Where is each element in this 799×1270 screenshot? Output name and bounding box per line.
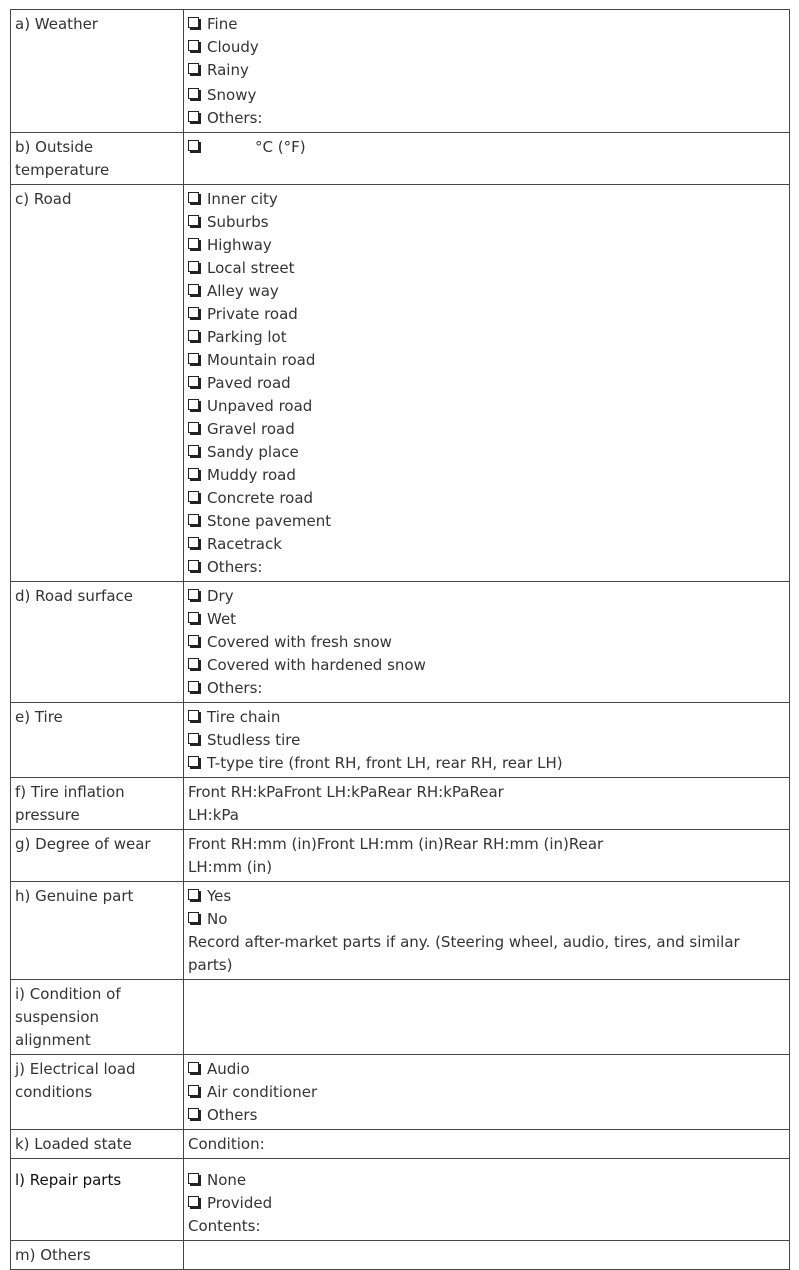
surface-option[interactable]: Others: (188, 677, 785, 700)
checkbox-icon[interactable] (188, 658, 199, 669)
checkbox-icon[interactable] (188, 733, 199, 744)
road-option[interactable]: Suburbs (188, 211, 785, 234)
suspension-alignment-label: i) Condition of suspension alignment (11, 980, 184, 1055)
checkbox-icon[interactable] (188, 756, 199, 767)
tire-pressure-values: Front RH:kPaFront LH:kPaRear RH:kPaRear LH:kPa (184, 778, 790, 830)
repair-parts-label: l) Repair parts (11, 1159, 184, 1241)
checkbox-icon[interactable] (188, 681, 199, 692)
checkbox-icon[interactable] (188, 215, 199, 226)
row-tire (11, 703, 790, 778)
row-road-surface (11, 582, 790, 703)
checkbox-icon[interactable] (188, 1173, 199, 1184)
checkbox-icon[interactable] (188, 912, 199, 923)
road-option[interactable]: Muddy road (188, 464, 785, 487)
road-option[interactable]: Inner city (188, 188, 785, 211)
checkbox-icon[interactable] (188, 307, 199, 318)
road-option[interactable]: Parking lot (188, 326, 785, 349)
checkbox-icon[interactable] (188, 330, 199, 341)
road-option[interactable]: Gravel road (188, 418, 785, 441)
genuine-part-options (184, 882, 790, 980)
road-option[interactable]: Highway (188, 234, 785, 257)
tire-label: e) Tire (11, 703, 184, 778)
row-electrical-load (11, 1055, 790, 1130)
degree-of-wear-label: g) Degree of wear (11, 830, 184, 882)
option-provided[interactable]: Provided (188, 1192, 785, 1215)
checkbox-icon[interactable] (188, 514, 199, 525)
checkbox-icon[interactable] (188, 1196, 199, 1207)
option-rainy[interactable]: Rainy (188, 59, 785, 82)
option-others[interactable]: Others: (188, 107, 785, 130)
checkbox-icon[interactable] (188, 353, 199, 364)
genuine-part-label: h) Genuine part (11, 882, 184, 980)
checkbox-icon[interactable] (188, 491, 199, 502)
row-genuine-part (11, 882, 790, 980)
row-degree-of-wear (11, 830, 790, 882)
repair-parts-options (184, 1159, 790, 1241)
row-loaded-state (11, 1130, 790, 1159)
degree-of-wear-values: Front RH:mm (in)Front LH:mm (in)Rear RH:mm (in)Rear LH:mm (in) (184, 830, 790, 882)
road-option[interactable]: Others: (188, 556, 785, 579)
checkbox-icon[interactable] (188, 1085, 199, 1096)
row-repair-parts (11, 1159, 790, 1241)
row-others (11, 1241, 790, 1270)
road-option[interactable]: Private road (188, 303, 785, 326)
road-option[interactable]: Alley way (188, 280, 785, 303)
road-option[interactable]: Racetrack (188, 533, 785, 556)
outside-temperature-value (184, 133, 790, 185)
row-tire-pressure (11, 778, 790, 830)
checkbox-icon[interactable] (188, 376, 199, 387)
others-label: m) Others (11, 1241, 184, 1270)
checkbox-icon[interactable] (188, 399, 199, 410)
electrical-load-label: j) Electrical load conditions (11, 1055, 184, 1130)
row-road (11, 185, 790, 582)
road-option[interactable]: Sandy place (188, 441, 785, 464)
checkbox-icon[interactable] (188, 635, 199, 646)
road-surface-options (184, 582, 790, 703)
inspection-form-table (10, 9, 790, 1270)
tire-option[interactable]: Studless tire (188, 729, 785, 752)
option-cloudy[interactable]: Cloudy (188, 36, 785, 59)
electrical-load-options (184, 1055, 790, 1130)
repair-contents: Contents: (188, 1217, 261, 1235)
checkbox-icon[interactable] (188, 1108, 199, 1119)
surface-option[interactable]: Covered with hardened snow (188, 654, 785, 677)
checkbox-icon[interactable] (188, 63, 199, 74)
row-outside-temperature (11, 133, 790, 185)
checkbox-icon[interactable] (188, 111, 199, 122)
road-option[interactable]: Local street (188, 257, 785, 280)
checkbox-icon[interactable] (188, 284, 199, 295)
surface-option[interactable]: Covered with fresh snow (188, 631, 785, 654)
road-option[interactable]: Unpaved road (188, 395, 785, 418)
checkbox-icon[interactable] (188, 261, 199, 272)
tire-pressure-label: f) Tire inflation pressure (11, 778, 184, 830)
option-audio[interactable]: Audio (188, 1058, 785, 1081)
tire-option[interactable]: T-type tire (front RH, front LH, rear RH, rear LH) (188, 752, 785, 775)
surface-option[interactable]: Wet (188, 608, 785, 631)
temperature-unit: °C (°F) (255, 138, 306, 156)
option-air-conditioner[interactable]: Air conditioner (188, 1081, 785, 1104)
road-label: c) Road (11, 185, 184, 582)
checkbox-icon[interactable] (188, 88, 199, 99)
checkbox-icon[interactable] (188, 560, 199, 571)
checkbox-icon[interactable] (188, 40, 199, 51)
checkbox-icon[interactable] (188, 710, 199, 721)
checkbox-icon[interactable] (188, 140, 199, 151)
option-none[interactable]: None (188, 1169, 785, 1192)
tire-options (184, 703, 790, 778)
checkbox-icon[interactable] (188, 1062, 199, 1073)
road-option[interactable]: Stone pavement (188, 510, 785, 533)
weather-label: a) Weather (11, 10, 184, 133)
option-snowy[interactable]: Snowy (188, 84, 785, 107)
option-others[interactable]: Others (188, 1104, 785, 1127)
weather-options (184, 10, 790, 133)
road-surface-label: d) Road surface (11, 582, 184, 703)
checkbox-icon[interactable] (188, 537, 199, 548)
loaded-state-label: k) Loaded state (11, 1130, 184, 1159)
checkbox-icon[interactable] (188, 422, 199, 433)
row-weather (11, 10, 790, 133)
checkbox-icon[interactable] (188, 17, 199, 28)
checkbox-icon[interactable] (188, 238, 199, 249)
option-fine[interactable]: Fine (188, 13, 785, 36)
row-suspension-alignment (11, 980, 790, 1055)
checkbox-icon[interactable] (188, 468, 199, 479)
road-option[interactable]: Mountain road (188, 349, 785, 372)
option-yes[interactable]: Yes (188, 885, 785, 908)
road-option[interactable]: Paved road (188, 372, 785, 395)
road-option[interactable]: Concrete road (188, 487, 785, 510)
genuine-part-note: Record after-market parts if any. (Steering wheel, audio, tires, and similar parts) (188, 933, 740, 974)
checkbox-icon[interactable] (188, 445, 199, 456)
checkbox-icon[interactable] (188, 889, 199, 900)
others-value[interactable] (184, 1241, 790, 1270)
suspension-alignment-value[interactable] (184, 980, 790, 1055)
surface-option[interactable]: Dry (188, 585, 785, 608)
checkbox-icon[interactable] (188, 192, 199, 203)
tire-option[interactable]: Tire chain (188, 706, 785, 729)
checkbox-icon[interactable] (188, 612, 199, 623)
option-no[interactable]: No (188, 908, 785, 931)
loaded-state-value[interactable]: Condition: (184, 1130, 790, 1159)
outside-temperature-label: b) Outside temperature (11, 133, 184, 185)
checkbox-icon[interactable] (188, 589, 199, 600)
road-options (184, 185, 790, 582)
